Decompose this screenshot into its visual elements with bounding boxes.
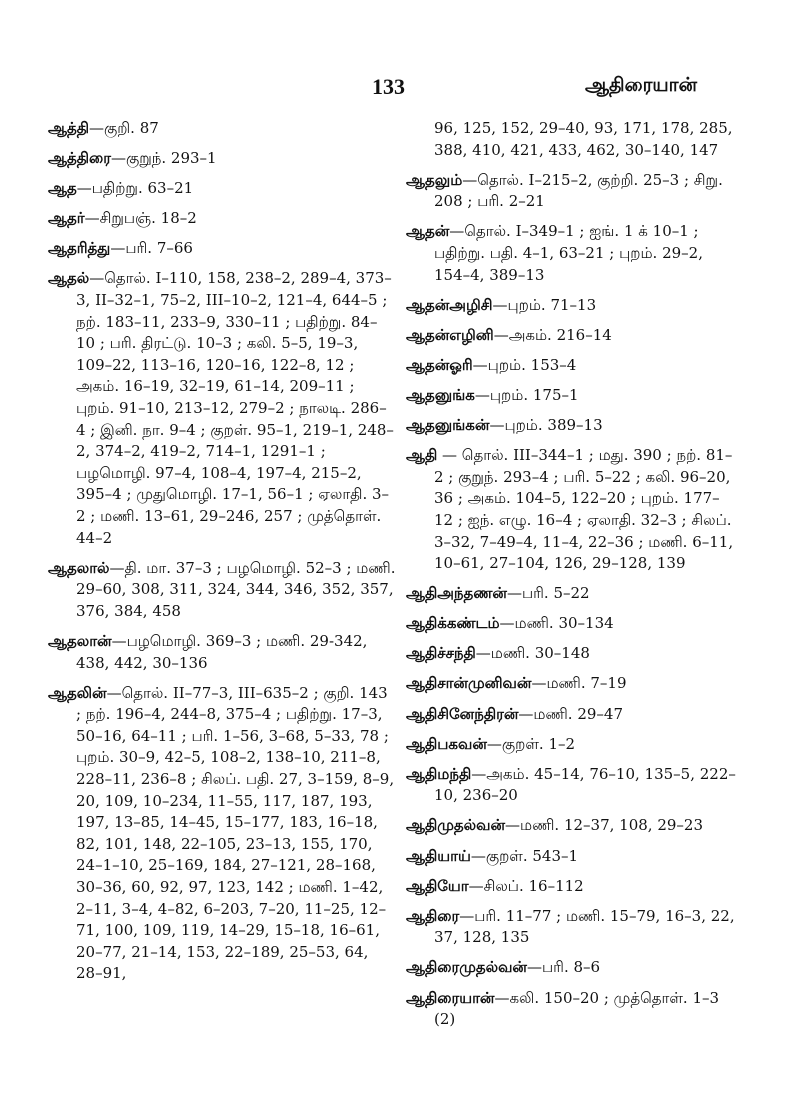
index-entry	[406, 170, 736, 213]
page-header	[0, 74, 800, 104]
entry-headword: ஆத்தி	[48, 119, 90, 137]
entry-references: —சிலப். 16–112	[468, 876, 584, 895]
entry-references: —பதிற்று. 63–21	[76, 179, 194, 198]
entry-headword: ஆதன்ஓரி	[406, 355, 473, 374]
entry-headword: ஆதலான்	[48, 631, 112, 650]
entry-references: —தி. மா. 37–3 ; பழமொழி. 52–3 ; மணி. 29–60, 308, 311, 324, 344, 346, 352, 357, 376, 384, 458	[76, 558, 396, 620]
index-entry	[406, 957, 736, 979]
left-column	[48, 118, 396, 993]
index-entry	[406, 385, 736, 407]
entry-references: —புறம். 175–1	[474, 385, 579, 404]
entry-headword: ஆதிமுதல்வன்	[406, 816, 506, 835]
entry-references: —மணி. 30–134	[499, 614, 614, 633]
entry-references: — தொல். III–344–1 ; மது. 390 ; நற். 81–2 ; குறுந். 293–4 ; பரி. 5–22 ; கலி. 96–20, 36 ; அகம். 104–5, 122–20 ; புறம். 177–12 ; ஐந். எழு. 16–4 ; ஏலாதி. 32–3 ; சிலப். 3–32, 7–49–4, 11–4, 22–36 ; மணி. 6–11, 10–61, 27–104, 126, 29–128, 139	[434, 446, 734, 573]
entry-references: —மணி. 12–37, 108, 29–23	[505, 816, 704, 835]
index-entry	[406, 583, 736, 605]
entry-references: —மணி. 29–47	[518, 704, 624, 723]
index-entry	[406, 673, 736, 695]
entry-headword: ஆதனுங்கன்	[406, 416, 490, 435]
entry-headword: ஆதி	[406, 446, 438, 465]
index-entry	[406, 355, 736, 377]
entry-references: —மணி. 30–148	[475, 644, 590, 663]
entry-headword: ஆதர்	[48, 209, 85, 228]
entry-headword: ஆதிசினேந்திரன்	[406, 704, 519, 723]
entry-headword: ஆதலின்	[48, 683, 107, 702]
entry-headword: ஆதிக்கண்டம்	[406, 614, 500, 633]
entry-references: —புறம். 153–4	[472, 355, 577, 374]
index-entry	[48, 683, 396, 985]
entry-headword: ஆதலும்	[406, 170, 463, 189]
index-entry	[48, 268, 396, 549]
entry-headword: ஆதன்	[406, 222, 450, 241]
index-entry	[48, 118, 396, 140]
entry-references: —குறுந். 293–1	[110, 149, 217, 168]
index-entry	[406, 704, 736, 726]
index-entry	[406, 613, 736, 635]
index-entry	[406, 325, 736, 347]
index-entry	[48, 178, 396, 200]
index-entry	[406, 445, 736, 575]
entry-headword: ஆதல்	[48, 269, 90, 288]
entry-references: —அகம். 45–14, 76–10, 135–5, 222–10, 236–20	[434, 764, 736, 805]
entry-headword: ஆதிஅந்தணன்	[406, 584, 507, 603]
index-entry	[406, 988, 736, 1031]
entry-headword: ஆத	[48, 179, 77, 198]
entry-references: —தொல். I–110, 158, 238–2, 289–4, 373–3, II–32–1, 75–2, III–10–2, 121–4, 644–5 ; நற். 183–11, 233–9, 330–11 ; பதிற்று. 84–10 ; பரி. திரட்டு. 10–3 ; கலி. 5–5, 19–3, 109–22, 113–16, 120–16, 122–8, 12 ; அகம். 16–19, 32–19, 61–14, 209–11 ; புறம். 91–10, 213–12, 279–2 ; நாலடி. 286–4 ; இனி. நா. 9–4 ; குறள். 95–1, 219–1, 248–2, 374–2, 419–2, 714–1, 1291–1 ; பழமொழி. 97–4, 108–4, 197–4, 215–2, 395–4 ; முதுமொழி. 17–1, 56–1 ; ஏலாதி. 3–2 ; மணி. 13–61, 29–246, 257 ; முத்தொள். 44–2	[76, 269, 394, 547]
entry-headword: ஆதியாய்	[406, 846, 471, 865]
entry-references: —சிறுபஞ். 18–2	[84, 209, 197, 228]
entry-references: —பரி. 7–66	[110, 239, 193, 258]
index-entry	[48, 631, 396, 674]
index-entry	[406, 876, 736, 898]
entry-references: —புறம். 389–13	[489, 416, 603, 435]
entry-references: —தொல். II–77–3, III–635–2 ; குறி. 143 ; நற். 196–4, 244–8, 375–4 ; பதிற்று. 17–3, 50–16, 64–11 ; பரி. 1–56, 3–68, 5–33, 78 ; புறம். 30–9, 42–5, 108–2, 138–10, 211–8, 228–11, 236–8 ; சிலப். பதி. 27, 3–159, 8–9, 20, 109, 10–234, 11–55, 117, 187, 193, 197, 13–85, 14–45, 15–177, 183, 16–18, 82, 101, 148, 22–105, 23–13, 155, 170, 24–1–10, 25–169, 184, 27–121, 28–168, 30–36, 60, 92, 97, 123, 142 ; மணி. 1–42, 2–11, 3–4, 4–82, 6–203, 7–20, 11–25, 12–71, 100, 109, 119, 14–29, 15–18, 16–61, 20–77, 21–14, 153, 22–189, 25–53, 64, 28–91,	[76, 683, 395, 983]
entry-headword: ஆதனுங்க	[406, 385, 475, 404]
index-entry	[406, 734, 736, 756]
entry-references: —குறள். 543–1	[470, 846, 579, 865]
entry-references: —பரி. 8–6	[526, 958, 601, 977]
entry-references: —தொல். I–215–2, குற்றி. 25–3 ; சிறு. 208 ; பரி. 2–21	[434, 170, 723, 211]
entry-headword: ஆதன்அழிசி	[406, 295, 493, 314]
index-entry	[48, 208, 396, 230]
index-entry	[48, 148, 396, 170]
entry-headword: ஆதிரை	[406, 906, 460, 925]
entry-headword: ஆதிமந்தி	[406, 764, 472, 783]
index-entry	[48, 238, 396, 260]
index-entry	[406, 815, 736, 837]
entry-references: —குறி. 87	[89, 119, 159, 137]
index-entry	[406, 415, 736, 437]
index-entry	[406, 846, 736, 868]
entry-headword: ஆத்திரை	[48, 149, 111, 168]
index-entry	[406, 295, 736, 317]
index-entry	[406, 643, 736, 665]
entry-references: —தொல். I–349–1 ; ஐங். 1 க் 10–1 ; பதிற்று. பதி. 4–1, 63–21 ; புறம். 29–2, 154–4, 389–13	[434, 222, 703, 284]
entry-references: —பழமொழி. 369–3 ; மணி. 29-342, 438, 442, 30–136	[76, 631, 368, 672]
entry-references: —பரி. 11–77 ; மணி. 15–79, 16–3, 22, 37, 128, 135	[434, 906, 735, 947]
page-number: 133	[372, 74, 405, 99]
entry-headword: ஆதிசான்முனிவன்	[406, 674, 532, 693]
entry-headword: ஆதிரைமுதல்வன்	[406, 958, 527, 977]
entry-references: —பரி. 5–22	[506, 584, 590, 603]
entry-references: —குறள். 1–2	[486, 734, 576, 753]
entry-headword: ஆதிரையான்	[406, 988, 495, 1007]
entry-references: —மணி. 7–19	[531, 674, 627, 693]
entry-headword: ஆதிச்சந்தி	[406, 644, 476, 663]
entry-headword: ஆதலால்	[48, 558, 110, 577]
entry-headword: ஆதியோ	[406, 876, 469, 895]
index-entry	[406, 906, 736, 949]
running-head: ஆதிரையான்	[585, 74, 698, 96]
entry-references: —கலி. 150–20 ; முத்தொள். 1–3 (2)	[434, 988, 720, 1029]
entry-headword: ஆதரித்து	[48, 239, 111, 258]
entry-headword: ஆதிபகவன்	[406, 734, 487, 753]
entry-references: 96, 125, 152, 29–40, 93, 171, 178, 285, 388, 410, 421, 433, 462, 30–140, 147	[434, 119, 733, 159]
right-column	[406, 118, 736, 1039]
index-entry	[406, 221, 736, 286]
index-entry	[48, 558, 396, 623]
entry-references: —அகம். 216–14	[493, 325, 612, 344]
entry-headword: ஆதன்எழினி	[406, 325, 494, 344]
index-entry-continuation	[406, 118, 736, 161]
index-entry	[406, 764, 736, 807]
entry-references: —புறம். 71–13	[492, 295, 597, 314]
